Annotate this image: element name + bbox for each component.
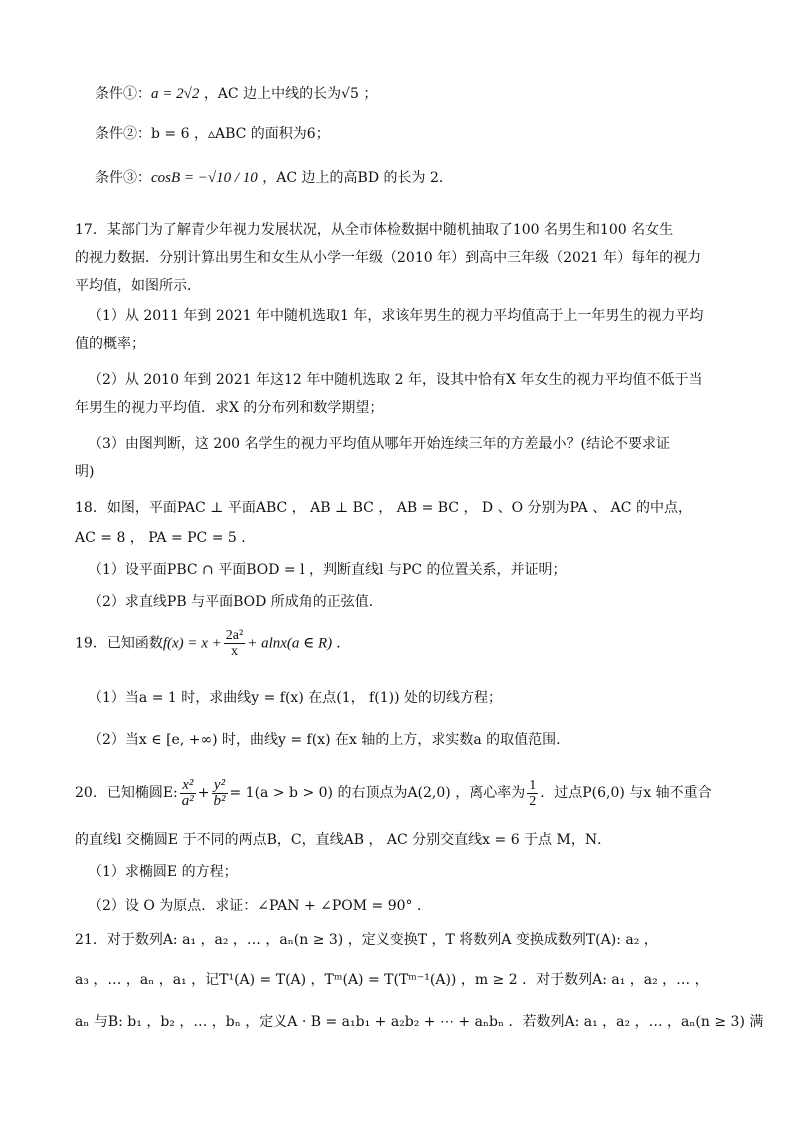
q19-part-1: （1）当a = 1 时，求曲线y = f(x) 在点(1， f(1)) 处的切线方程； — [88, 690, 502, 706]
q20-x-fraction: $\frac{\text{x²}}{\text{a²}}$ — [181, 776, 194, 809]
q20-stem: 20．已知椭圆E: $\frac{\text{x²}}{\text{a²}}$ + $\frac{\text{y²}}{\text{b²}}$ = 1(a > b > 0) 的右顶点为A(2,0) ，离心率为 $\frac{1}{2}$ ．过点P(6,0) 与x 轴不重合 — [75, 776, 712, 809]
condition-3: 条件③：cosB = −√10 / 10 ，AC 边上的高BD 的长为 2． — [95, 170, 453, 186]
q17-part-2: （2）从 2010 年到 2021 年这12 年中随机选取 2 年，设其中恰有X 年女生的视力平均值不低于当 — [88, 372, 703, 388]
q18-stem-line-2: AC = 8 ， PA = PC = 5 ． — [75, 530, 256, 546]
q17-part-3-cont: 明) — [75, 464, 95, 480]
condition-3-math: cosB = −√10 / 10 — [151, 170, 258, 186]
q21-stem-line-1: 21．对于数列A: a₁ ，a₂ ，… ，aₙ(n ≥ 3) ，定义变换T ，T 将数列A 变换成数列T(A): a₂ ， — [75, 932, 658, 948]
q17-stem-line-2: 的视力数据．分别计算出男生和女生从小学一年级（2010 年）到高中三年级（2021 年）每年的视力 — [75, 250, 702, 266]
q17-part-1: （1）从 2011 年到 2021 年中随机选取1 年，求该年男生的视力平均值高于上一年男生的视力平均 — [88, 308, 704, 324]
q19-part-2: （2）当x ∈ [e, +∞) 时，曲线y = f(x) 在x 轴的上方，求实数a 的取值范围． — [88, 732, 571, 748]
q17-part-1-cont: 值的概率； — [75, 336, 145, 352]
q17-part-3: （3）由图判断，这 200 名学生的视力平均值从哪年开始连续三年的方差最小？(结论不要求证 — [88, 436, 670, 452]
q20-stem-line-2: 的直线l 交椭圆E 于不同的两点B，C，直线AB ， AC 分别交直线x = 6 于点 M，N． — [75, 832, 612, 848]
q21-stem-line-3: aₙ 与B: b₁ ，b₂ ，… ，bₙ ，定义A · B = a₁b₁ + a₂b₂ + ⋯ + aₙbₙ ．若数列A: a₁ ，a₂ ，… ，aₙ(n ≥ 3) 满 — [75, 1014, 764, 1030]
condition-1: 条件①：a = 2√2 ，AC 边上中线的长为√5 ； — [95, 86, 378, 102]
q20-eccentricity-fraction: $\frac{1}{2}$ — [529, 777, 537, 809]
q20-part-1: （1）求椭圆E 的方程； — [88, 864, 238, 880]
q20-part-2: （2）设 O 为原点．求证：∠PAN + ∠POM = 90° ． — [88, 898, 431, 914]
condition-2: 条件②：b = 6 ，▵ABC 的面积为6； — [95, 126, 330, 142]
q20-y-fraction: $\frac{\text{y²}}{\text{b²}}$ — [213, 776, 226, 809]
q18-part-1: （1）设平面PBC ∩ 平面BOD = l ，判断直线l 与PC 的位置关系，并证明； — [88, 562, 567, 578]
q19-stem: 19．已知函数f(x) = x + $\frac{\text{2a²}}{x}$ + alnx(a ∈ R) ． — [75, 628, 351, 659]
q19-fraction: $\frac{\text{2a²}}{x}$ — [225, 628, 244, 659]
q21-stem-line-2: a₃ ，… ，aₙ ，a₁ ，记T¹(A) = T(A) ，Tᵐ(A) = T(Tᵐ⁻¹(A)) ，m ≥ 2 ．对于数列A: a₁ ，a₂ ，… ， — [75, 972, 709, 988]
condition-1-math: a = 2√2 — [151, 86, 200, 102]
q18-stem-line-1: 18．如图，平面PAC ⊥ 平面ABC ， AB ⊥ BC ， AB = BC ， D 、O 分别为PA 、 AC 的中点， — [75, 500, 692, 516]
q17-part-2-cont: 年男生的视力平均值．求X 的分布列和数学期望； — [75, 400, 384, 416]
q17-stem-line-3: 平均值，如图所示． — [75, 278, 201, 294]
q17-stem-line-1: 17．某部门为了解青少年视力发展状况，从全市体检数据中随机抽取了100 名男生和100 名女生 — [75, 222, 674, 238]
q18-part-2: （2）求直线PB 与平面BOD 所成角的正弦值． — [88, 594, 383, 610]
